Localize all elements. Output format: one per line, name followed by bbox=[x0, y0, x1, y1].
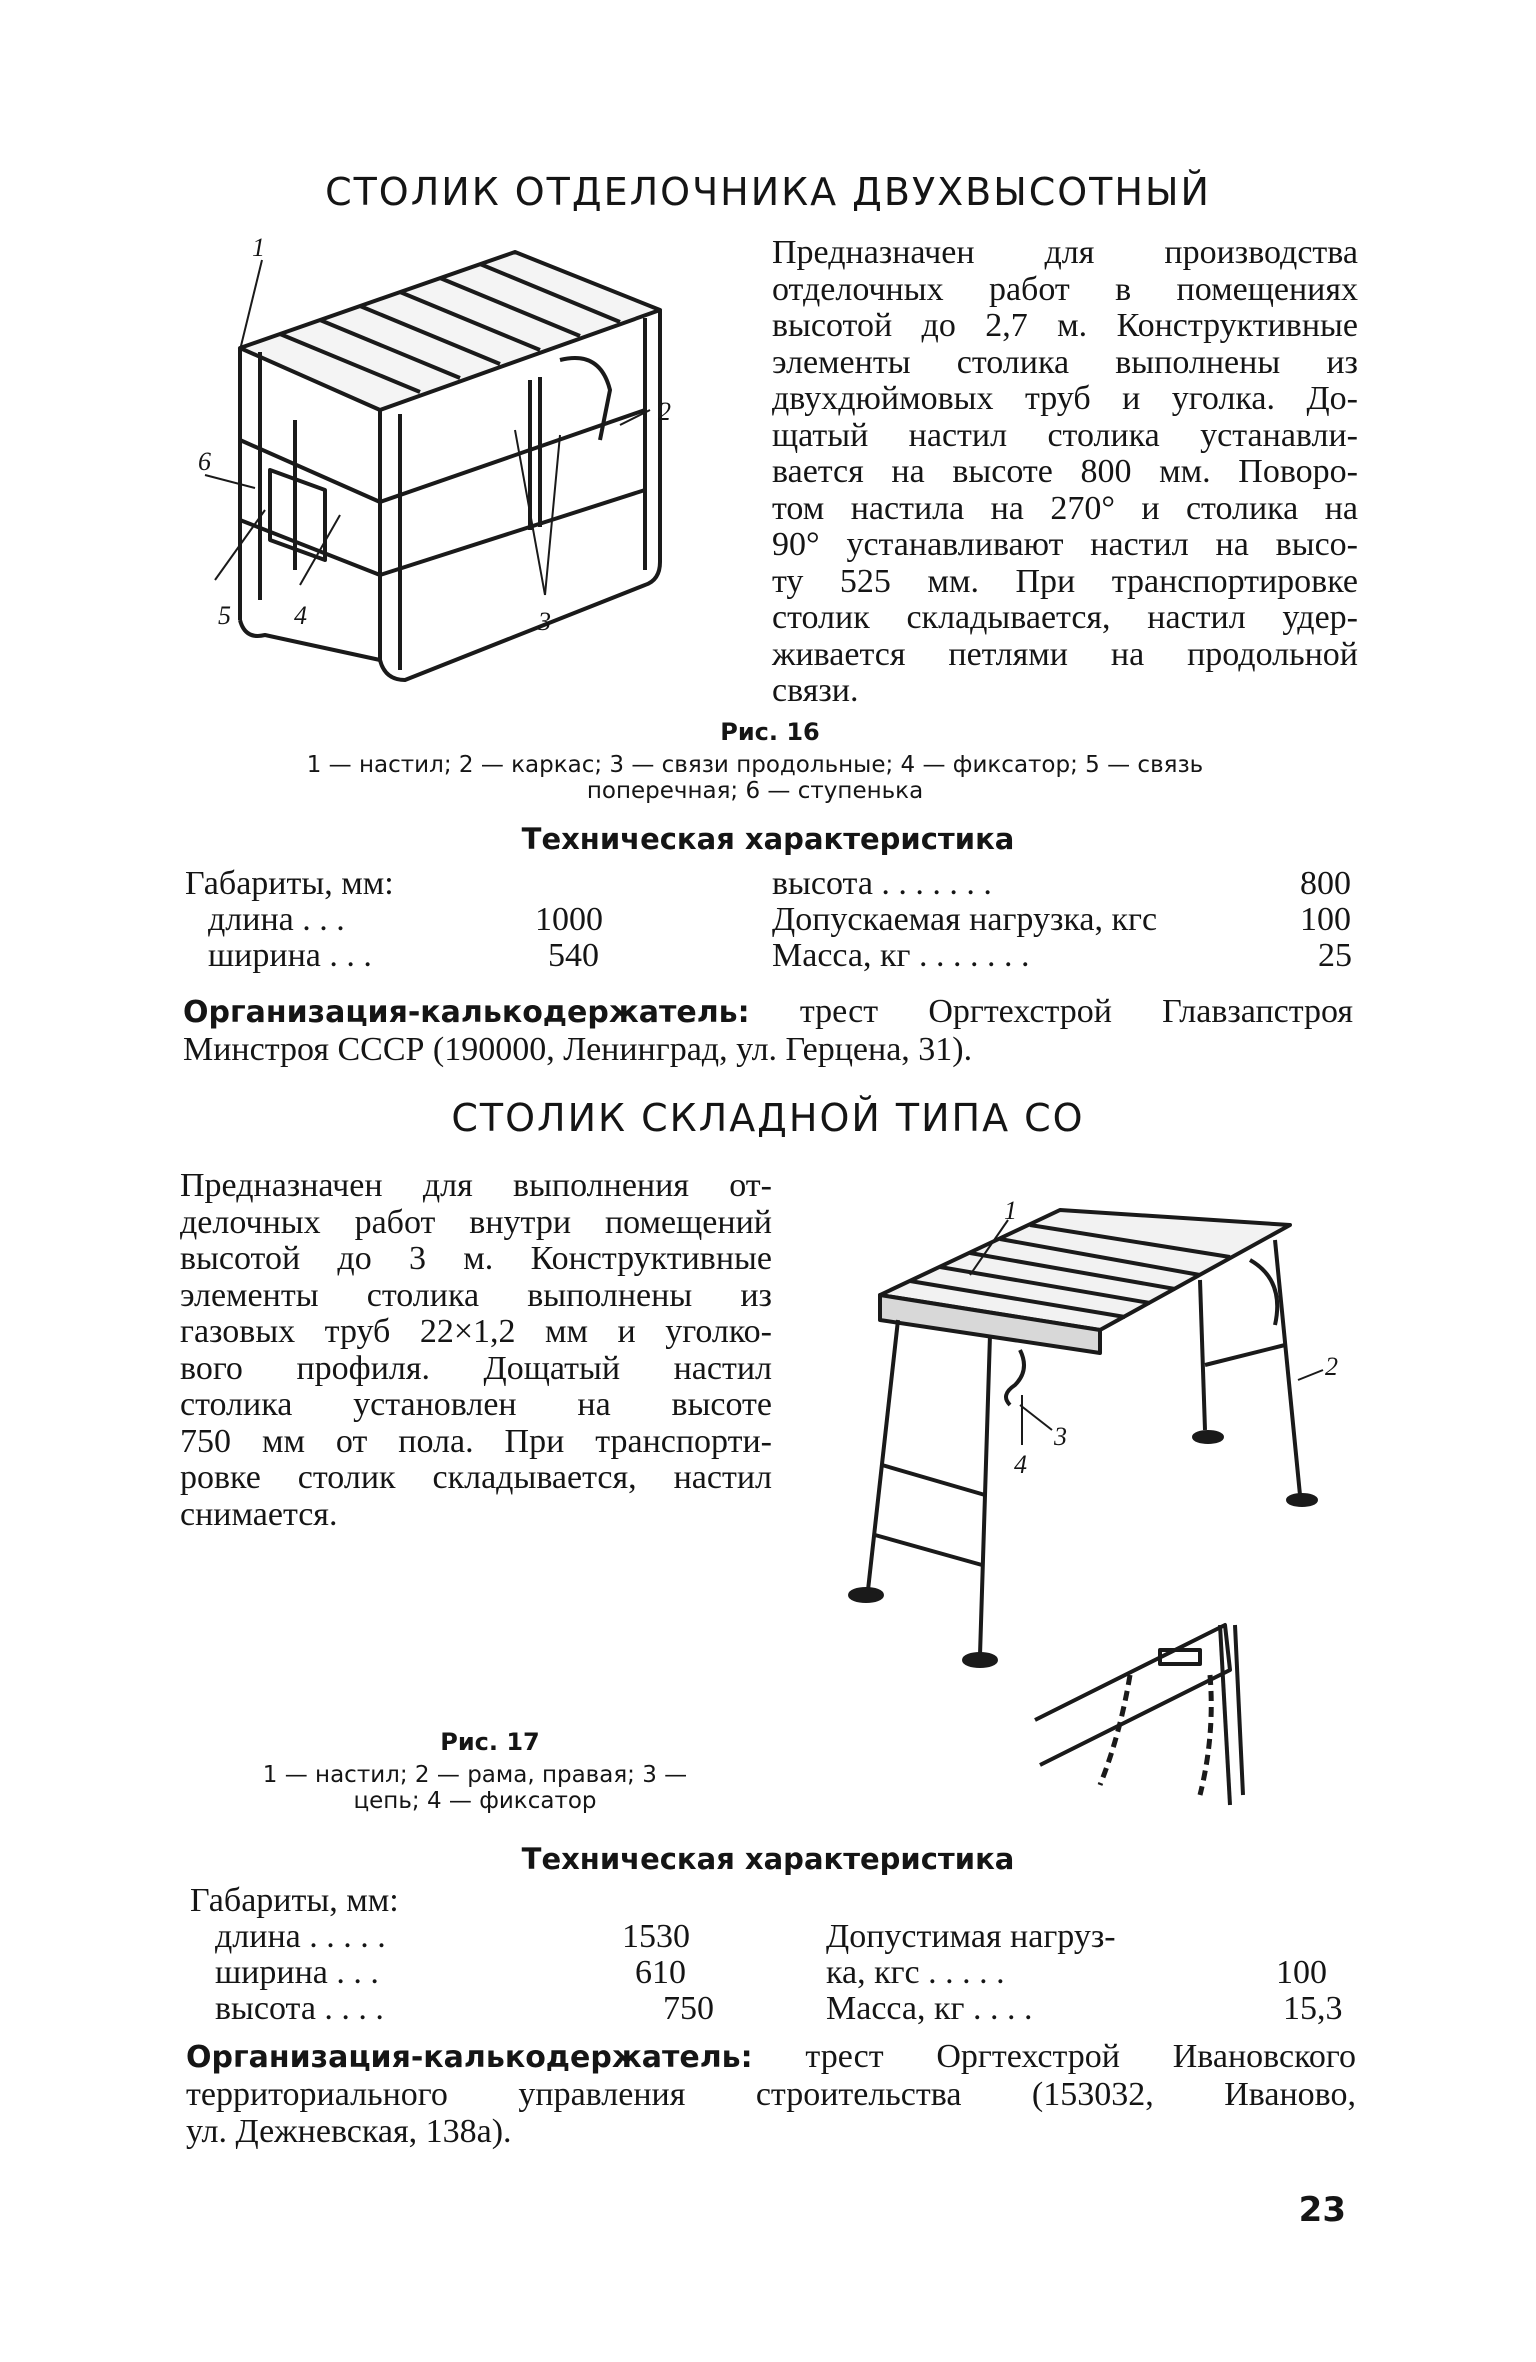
figure-17-legend bbox=[165, 1762, 785, 1814]
s2-desc-line: снимается. bbox=[180, 1495, 338, 1533]
s1-desc-line: высотой до 2,7 м. Конструктивные bbox=[772, 307, 1358, 344]
section-2-title: СТОЛИК СКЛАДНОЙ ТИПА СО bbox=[451, 1096, 1085, 1140]
s2-desc-line: газовых труб 22×1,2 мм и уголко- bbox=[180, 1313, 772, 1350]
s1-desc-line: вается на высоте 800 мм. Поворо- bbox=[772, 453, 1358, 490]
s2-org-line-3: ул. Дежневская, 138а). bbox=[186, 2113, 512, 2150]
figure-16-caption: Рис. 16 bbox=[720, 718, 820, 746]
s2-org-text: трест Оргтехстрой Ивановского bbox=[805, 2038, 1356, 2075]
s1-dims-label: Габариты, мм: bbox=[185, 865, 394, 902]
figure-17-drawing bbox=[830, 1195, 1360, 1825]
figure-17-caption: Рис. 17 bbox=[440, 1728, 540, 1756]
s2-desc-line: Предназначен для выполнения от- bbox=[180, 1167, 772, 1204]
section-1-title: СТОЛИК ОТДЕЛОЧНИКА ДВУХВЫСОТНЫЙ bbox=[325, 170, 1211, 214]
s2-desc-line: делочных работ внутри помещений bbox=[180, 1203, 772, 1241]
s1-length-value: 1000 bbox=[535, 901, 603, 938]
s2-desc-line: ровке столик складывается, настил bbox=[180, 1459, 772, 1496]
s1-org-label: Организация-калькодержатель: bbox=[183, 995, 750, 1030]
s2-org-line-1 bbox=[186, 2038, 1356, 2076]
section-2-spec-title: Техническая характеристика bbox=[521, 1842, 1015, 1876]
section-1-description bbox=[772, 235, 1358, 710]
s1-height-value: 800 bbox=[1300, 865, 1351, 902]
s2-height-value: 750 bbox=[663, 1990, 714, 2027]
s1-desc-line: двухдюймовых труб и уголка. До- bbox=[772, 380, 1358, 417]
fig16-legend-line: 1 — настил; 2 — каркас; 3 — связи продольные; 4 — фиксатор; 5 — связь bbox=[306, 752, 1204, 778]
s2-mass-label: Масса, кг . . . . bbox=[826, 1990, 1033, 2027]
s2-load-label-2: ка, кгс . . . . . bbox=[826, 1954, 1005, 1991]
s1-width-label: ширина . . . bbox=[208, 937, 372, 974]
fig17-label-4: 4 bbox=[1014, 1450, 1027, 1479]
s1-desc-line: том настила на 270° и столика на bbox=[772, 489, 1358, 527]
s1-org-line-2: Минстроя СССР (190000, Ленинград, ул. Герцена, 31). bbox=[183, 1031, 973, 1068]
fig16-label-6: 6 bbox=[198, 447, 211, 476]
s2-width-label: ширина . . . bbox=[215, 1954, 379, 1991]
section-2-organization bbox=[186, 2038, 1356, 2150]
fig17-label-1: 1 bbox=[1004, 1196, 1017, 1225]
s2-length-value: 1530 bbox=[622, 1918, 690, 1955]
s1-desc-line: связи. bbox=[772, 672, 859, 709]
s2-load-value: 100 bbox=[1276, 1954, 1327, 1991]
s2-desc-line: элементы столика выполнены из bbox=[180, 1276, 772, 1314]
s1-desc-line: щатый настил столика устанавли- bbox=[772, 416, 1358, 454]
fig17-label-2: 2 bbox=[1325, 1352, 1338, 1381]
s2-mass-value: 15,3 bbox=[1283, 1990, 1343, 2027]
s1-org-line-1 bbox=[183, 993, 1353, 1031]
fig16-label-5: 5 bbox=[218, 601, 231, 630]
section-2-description bbox=[180, 1168, 772, 1533]
fig17-legend-line: 1 — настил; 2 — рама, правая; 3 — bbox=[262, 1762, 688, 1788]
s1-length-label: длина . . . bbox=[208, 901, 345, 938]
s1-org-text: трест Оргтехстрой Главзапстроя bbox=[799, 993, 1354, 1030]
s1-desc-line: отделочных работ в помещениях bbox=[772, 270, 1358, 308]
s1-load-label: Допускаемая нагрузка, кгс bbox=[772, 901, 1158, 938]
s2-org-label: Организация-калькодержатель: bbox=[186, 2040, 753, 2075]
figure-16-legend bbox=[150, 752, 1360, 804]
s2-width-value: 610 bbox=[635, 1954, 686, 1991]
s2-org-line-2: территориального управления строительства (153032, Иваново, bbox=[186, 2076, 1356, 2113]
s2-height-label: высота . . . . bbox=[215, 1990, 384, 2027]
s1-desc-line: элементы столика выполнены из bbox=[772, 343, 1358, 381]
fig17-legend-line: цепь; 4 — фиксатор bbox=[353, 1788, 597, 1814]
section-1-organization bbox=[183, 993, 1353, 1068]
fig16-label-2: 2 bbox=[658, 397, 671, 426]
s1-desc-line: столик складывается, настил удер- bbox=[772, 599, 1358, 636]
fig16-label-1: 1 bbox=[252, 233, 265, 262]
s1-desc-line: 90° устанавливают настил на высо- bbox=[772, 526, 1358, 563]
s1-mass-value: 25 bbox=[1318, 937, 1352, 974]
fig17-label-3: 3 bbox=[1054, 1422, 1067, 1451]
page-number: 23 bbox=[1298, 2190, 1346, 2230]
fig16-label-3: 3 bbox=[538, 607, 551, 636]
section-1-spec-title: Техническая характеристика bbox=[521, 822, 1015, 856]
s1-desc-line: ту 525 мм. При транспортировке bbox=[772, 562, 1358, 600]
fig16-legend-line: поперечная; 6 — ступенька bbox=[586, 778, 924, 804]
s1-width-value: 540 bbox=[548, 937, 599, 974]
s1-height-label: высота . . . . . . . bbox=[772, 865, 992, 902]
s2-load-label-1: Допустимая нагруз- bbox=[826, 1918, 1116, 1955]
s1-desc-line: Предназначен для производства bbox=[772, 234, 1358, 271]
s2-desc-line: 750 мм от пола. При транспорти- bbox=[180, 1422, 772, 1460]
s2-dims-label: Габариты, мм: bbox=[190, 1882, 399, 1919]
s1-load-value: 100 bbox=[1300, 901, 1351, 938]
fig16-label-4: 4 bbox=[294, 601, 307, 630]
s2-length-label: длина . . . . . bbox=[215, 1918, 386, 1955]
s2-desc-line: вого профиля. Дощатый настил bbox=[180, 1349, 772, 1387]
s2-desc-line: столика установлен на высоте bbox=[180, 1386, 772, 1423]
figure-16-drawing bbox=[198, 233, 710, 690]
s1-mass-label: Масса, кг . . . . . . . bbox=[772, 937, 1030, 974]
s1-desc-line: живается петлями на продольной bbox=[772, 635, 1358, 673]
s2-desc-line: высотой до 3 м. Конструктивные bbox=[180, 1240, 772, 1277]
